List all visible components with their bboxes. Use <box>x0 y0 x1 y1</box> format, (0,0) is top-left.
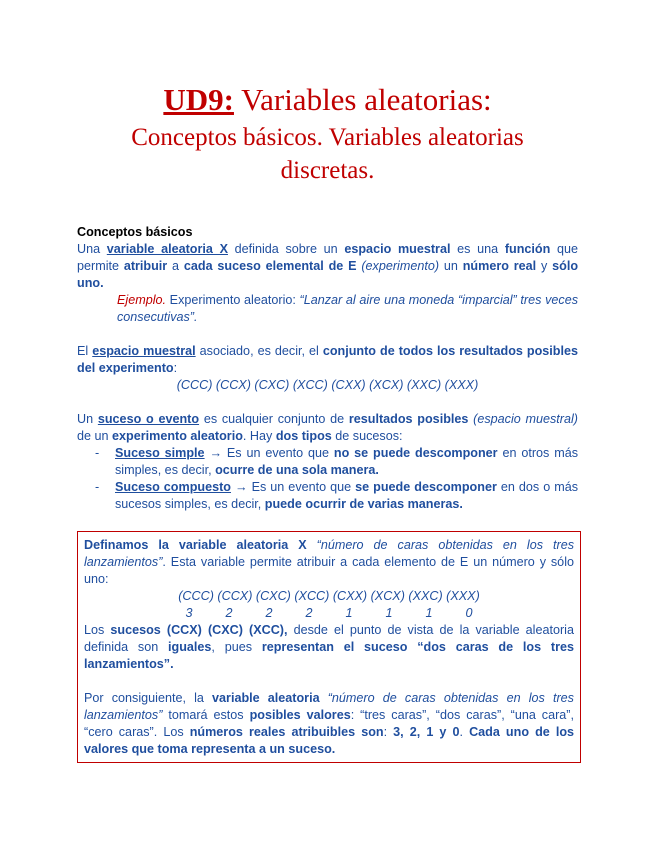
page-subtitle <box>0 121 655 187</box>
sample-space-outcomes: (CCC) (CCX) (CXC) (XCC) (CXX) (XCX) (XXC) (XXX) <box>176 378 479 392</box>
sample-space-paragraph: El espacio muestral asociado, es decir, el conjunto de todos los resultados posibles del experimento: <box>77 344 579 375</box>
example-box <box>77 531 581 763</box>
title-text: Variables aleatorias: <box>233 82 492 117</box>
box-outcomes: (CCC) (CCX) (CXC) (XCC) (CXX) (XCX) (XXC) (XXX) <box>178 589 480 603</box>
example-paragraph: Ejemplo. Experimento aleatorio: “Lanzar al aire una moneda “imparcial” tres veces consecutivas”. <box>117 293 578 324</box>
main-content <box>77 224 578 513</box>
box-equal-events: Los sucesos (CCX) (CXC) (XCC), desde el punto de vista de la variable aleatoria definida son iguales, pues representan el suceso “dos caras de los tres lanzamientos”. <box>84 623 574 671</box>
box-definition: Definamos la variable aleatoria X “número de caras obtenidas en los tres lanzamientos”. Esta variable permite atribuir a cada elemento de E un número y sólo uno: <box>84 538 574 586</box>
list-item: - Suceso compuesto → Es un evento que se puede descomponer en dos o más sucesos simples, es decir, puede ocurrir de varias maneras. <box>95 480 578 511</box>
subtitle-line-2: discretas. <box>280 157 375 184</box>
section-heading: Conceptos básicos <box>77 225 193 239</box>
box-values: 3 2 2 2 1 1 1 0 <box>185 606 473 620</box>
example-label: Ejemplo. <box>117 293 166 307</box>
box-conclusion: Por consiguiente, la variable aleatoria “número de caras obtenidas en los tres lanzamientos” tomará estos posibles valores: “tres caras”, “dos caras”, “una cara”, “cero caras”. Los números reales atribuibles son: 3, 2, 1 y 0. Cada uno de los valores que toma representa a un suceso. <box>84 691 575 756</box>
event-paragraph: Un suceso o evento es cualquier conjunto de resultados posibles (espacio muestral) de un experimento aleatorio. Hay dos tipos de sucesos: <box>77 412 578 443</box>
unit-code: UD9: <box>163 82 234 117</box>
definition-paragraph: Una variable aleatoria X definida sobre un espacio muestral es una función que permite atribuir a cada suceso elemental de E (experimento) un número real y sólo uno. <box>77 242 579 290</box>
event-types-list <box>77 445 578 513</box>
page-title <box>0 80 655 120</box>
subtitle-line-1: Conceptos básicos. Variables aleatorias <box>131 124 524 151</box>
list-item: - Suceso simple → Es un evento que no se puede descomponer en otros más simples, es decir, ocurre de una sola manera. <box>95 446 578 477</box>
